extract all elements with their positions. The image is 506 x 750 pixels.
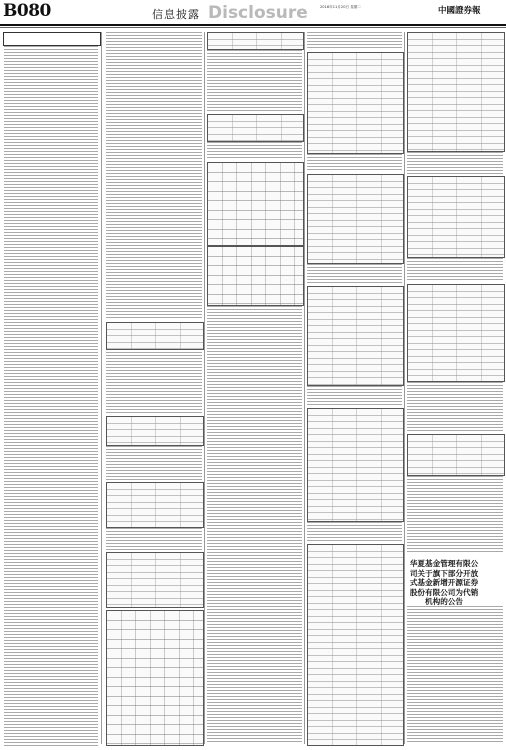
data-table [307, 408, 404, 522]
text-column [207, 50, 302, 112]
text-column [307, 522, 402, 542]
data-table [106, 416, 204, 446]
text-column [307, 32, 402, 50]
section-title: 信息披露 [152, 8, 200, 21]
column-divider [101, 32, 102, 744]
text-column [407, 258, 503, 282]
data-table [407, 284, 505, 382]
data-table [307, 52, 404, 154]
text-column [407, 476, 503, 552]
text-column [4, 46, 98, 746]
text-column [106, 32, 202, 320]
text-column [106, 528, 202, 550]
text-column [207, 306, 302, 744]
article-body [407, 606, 503, 744]
text-column [307, 154, 402, 172]
text-column [307, 264, 402, 284]
data-table [307, 174, 404, 264]
column-divider [404, 32, 405, 744]
text-column [407, 152, 503, 174]
text-column [106, 446, 202, 480]
section-title-english: Disclosure [208, 3, 308, 23]
data-table [207, 246, 304, 306]
header-rule-thin [0, 27, 506, 28]
data-table [307, 286, 404, 386]
newspaper-masthead: 中國證券報 [438, 6, 481, 16]
data-table [307, 544, 404, 746]
text-column [207, 142, 302, 160]
text-column [407, 382, 503, 432]
column-divider [204, 32, 205, 744]
data-table [407, 32, 505, 152]
data-table [207, 114, 304, 142]
column-divider [304, 32, 305, 744]
data-table [106, 610, 204, 746]
data-table [106, 322, 204, 350]
page-number: B080 [3, 1, 51, 21]
data-table [207, 32, 304, 50]
data-table [407, 176, 505, 258]
page-header [0, 0, 506, 24]
article-headline: 华夏基金管理有限公司关于旗下部分开放式基金新增开源证券股份有限公司为代销机构的公告 [409, 559, 479, 607]
data-table [407, 434, 505, 476]
header-rule [0, 24, 506, 26]
column-header-box [3, 32, 101, 46]
data-table [207, 162, 304, 246]
data-table [106, 552, 204, 608]
data-table [106, 482, 204, 528]
issue-date: 2018年11月20日 星期二 [320, 5, 361, 9]
text-column [307, 386, 402, 406]
text-column [106, 352, 202, 414]
